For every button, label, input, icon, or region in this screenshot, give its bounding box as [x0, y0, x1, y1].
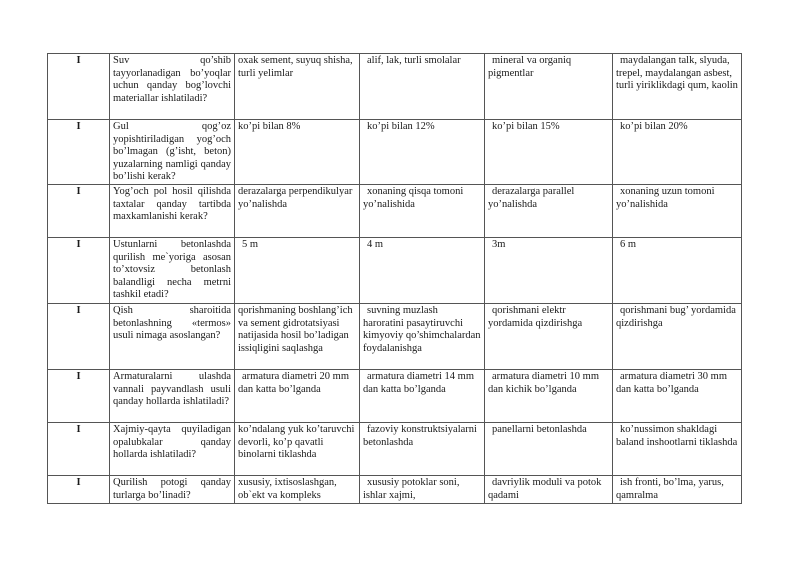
answer-cell-d	[613, 238, 742, 304]
answer-text: davriylik moduli va potok qadami	[488, 477, 602, 501]
answer-cell-c	[485, 185, 613, 238]
answer-cell-a: oxak sement, suyuq shisha, turli yelimlar	[235, 54, 360, 120]
answer-cell-d	[613, 304, 742, 370]
answer-text: ko’pi bilan 20%	[620, 121, 688, 132]
level-cell: I	[48, 185, 110, 238]
question-cell: Ustunlarni betonlashda qurilish me`yoriga asosan to’xtovsiz betonlash balandligi necha metrni tashkil etadi?	[110, 238, 235, 304]
answer-text: armatura diametri 20 mm dan katta bo’lganda	[238, 371, 350, 395]
level-cell: I	[48, 370, 110, 423]
level-cell: I	[48, 304, 110, 370]
answer-text: xonaning uzun tomoni yo’nalishida	[616, 186, 715, 210]
answer-cell-b	[360, 120, 485, 185]
question-table	[47, 53, 742, 504]
question-cell: Qish sharoitida betonlashning «termos» usuli nimaga asoslangan?	[110, 304, 235, 370]
answer-cell-b	[360, 54, 485, 120]
answer-cell-a: ko’ndalang yuk ko’taruvchi devorli, ko’p qavatli binolarni tiklashda	[235, 423, 360, 476]
answer-text: mineral va organiq pigmentlar	[488, 55, 572, 79]
answer-text: 5 m	[242, 239, 259, 250]
answer-cell-b	[360, 370, 485, 423]
answer-cell-a: qorishmaning boshlang’ich va sement gidrotatsiyasi natijasida hosil bo’ladigan issiqligini saqlashga	[235, 304, 360, 370]
answer-text: armatura diametri 14 mm dan katta bo’lganda	[363, 371, 475, 395]
answer-cell-b	[360, 423, 485, 476]
table-row	[48, 238, 742, 304]
answer-cell-c	[485, 238, 613, 304]
answer-cell-c	[485, 423, 613, 476]
answer-cell-c	[485, 120, 613, 185]
answer-text: panellarni betonlashda	[492, 424, 587, 435]
answer-cell-a	[235, 370, 360, 423]
answer-cell-c	[485, 476, 613, 504]
answer-cell-c	[485, 370, 613, 423]
table-row	[48, 120, 742, 185]
level-cell: I	[48, 476, 110, 504]
answer-text: ko’nussimon shakldagi baland inshootlarni tiklashda	[616, 424, 738, 448]
answer-text: 6 m	[620, 239, 637, 250]
answer-text: armatura diametri 30 mm dan katta bo’lganda	[616, 371, 728, 395]
answer-cell-a: derazalarga perpendikulyar yo’nalishda	[235, 185, 360, 238]
answer-cell-b	[360, 238, 485, 304]
level-cell: I	[48, 238, 110, 304]
answer-cell-b	[360, 185, 485, 238]
answer-text: qorishmani elektr yordamida qizdirishga	[488, 305, 583, 329]
answer-text: ish fronti, bo’lma, yarus, qamralma	[616, 477, 724, 501]
question-cell: Qurilish potogi qanday turlarga bo’linadi?	[110, 476, 235, 504]
answer-text: maydalangan talk, slyuda, trepel, maydalangan asbest, turli yiriklikdagi qum, kaolin	[616, 55, 738, 92]
answer-text: alif, lak, turli smolalar	[367, 55, 461, 66]
answer-text: qorishmani bug’ yordamida qizdirishga	[616, 305, 736, 329]
answer-cell-d	[613, 54, 742, 120]
answer-cell-a	[235, 238, 360, 304]
answer-cell-a: ko’pi bilan 8%	[235, 120, 360, 185]
answer-cell-a: xususiy, ixtisoslashgan, ob`ekt va kompleks	[235, 476, 360, 504]
table-row	[48, 476, 742, 504]
question-cell: Xajmiy-qayta quyiladigan opalubkalar qanday hollarda ishlatiladi?	[110, 423, 235, 476]
answer-text: ko’pi bilan 12%	[367, 121, 435, 132]
table-row	[48, 370, 742, 423]
level-cell: I	[48, 54, 110, 120]
answer-text: fazoviy konstruktsiyalarni betonlashda	[363, 424, 477, 448]
answer-cell-d	[613, 476, 742, 504]
answer-cell-b	[360, 304, 485, 370]
answer-cell-d	[613, 185, 742, 238]
answer-cell-c	[485, 304, 613, 370]
question-cell: Gul qog’oz yopishtiriladigan yog’och bo’lmagan (g’isht, beton) yuzalarning namligi qanday bo’lishi kerak?	[110, 120, 235, 185]
level-cell: I	[48, 423, 110, 476]
answer-text: derazalarga parallel yo’nalishda	[488, 186, 575, 210]
table-row	[48, 304, 742, 370]
answer-text: armatura diametri 10 mm dan kichik bo’lganda	[488, 371, 600, 395]
answer-cell-c	[485, 54, 613, 120]
table-row	[48, 423, 742, 476]
answer-text: suvning muzlash haroratini pasaytiruvchi kimyoviy qo’shimchalardan foydalanishga	[363, 305, 481, 354]
question-cell: Yog’och pol hosil qilishda taxtalar qanday tartibda maxkamlanishi kerak?	[110, 185, 235, 238]
answer-text: 3m	[492, 239, 506, 250]
answer-cell-d	[613, 120, 742, 185]
question-cell: Armaturalarni ulashda vannali payvandlash usuli qanday hollarda ishlatiladi?	[110, 370, 235, 423]
answer-text: ko’pi bilan 15%	[492, 121, 560, 132]
level-cell: I	[48, 120, 110, 185]
answer-text: 4 m	[367, 239, 384, 250]
answer-text: xususiy potoklar soni, ishlar xajmi,	[363, 477, 460, 501]
answer-cell-d	[613, 370, 742, 423]
answer-cell-d	[613, 423, 742, 476]
table-row	[48, 185, 742, 238]
question-cell: Suv qo’shib tayyorlanadigan bo’yoqlar uchun qanday bog’lovchi materiallar ishlatiladi?	[110, 54, 235, 120]
answer-cell-b	[360, 476, 485, 504]
table-row	[48, 54, 742, 120]
answer-text: xonaning qisqa tomoni yo’nalishida	[363, 186, 464, 210]
